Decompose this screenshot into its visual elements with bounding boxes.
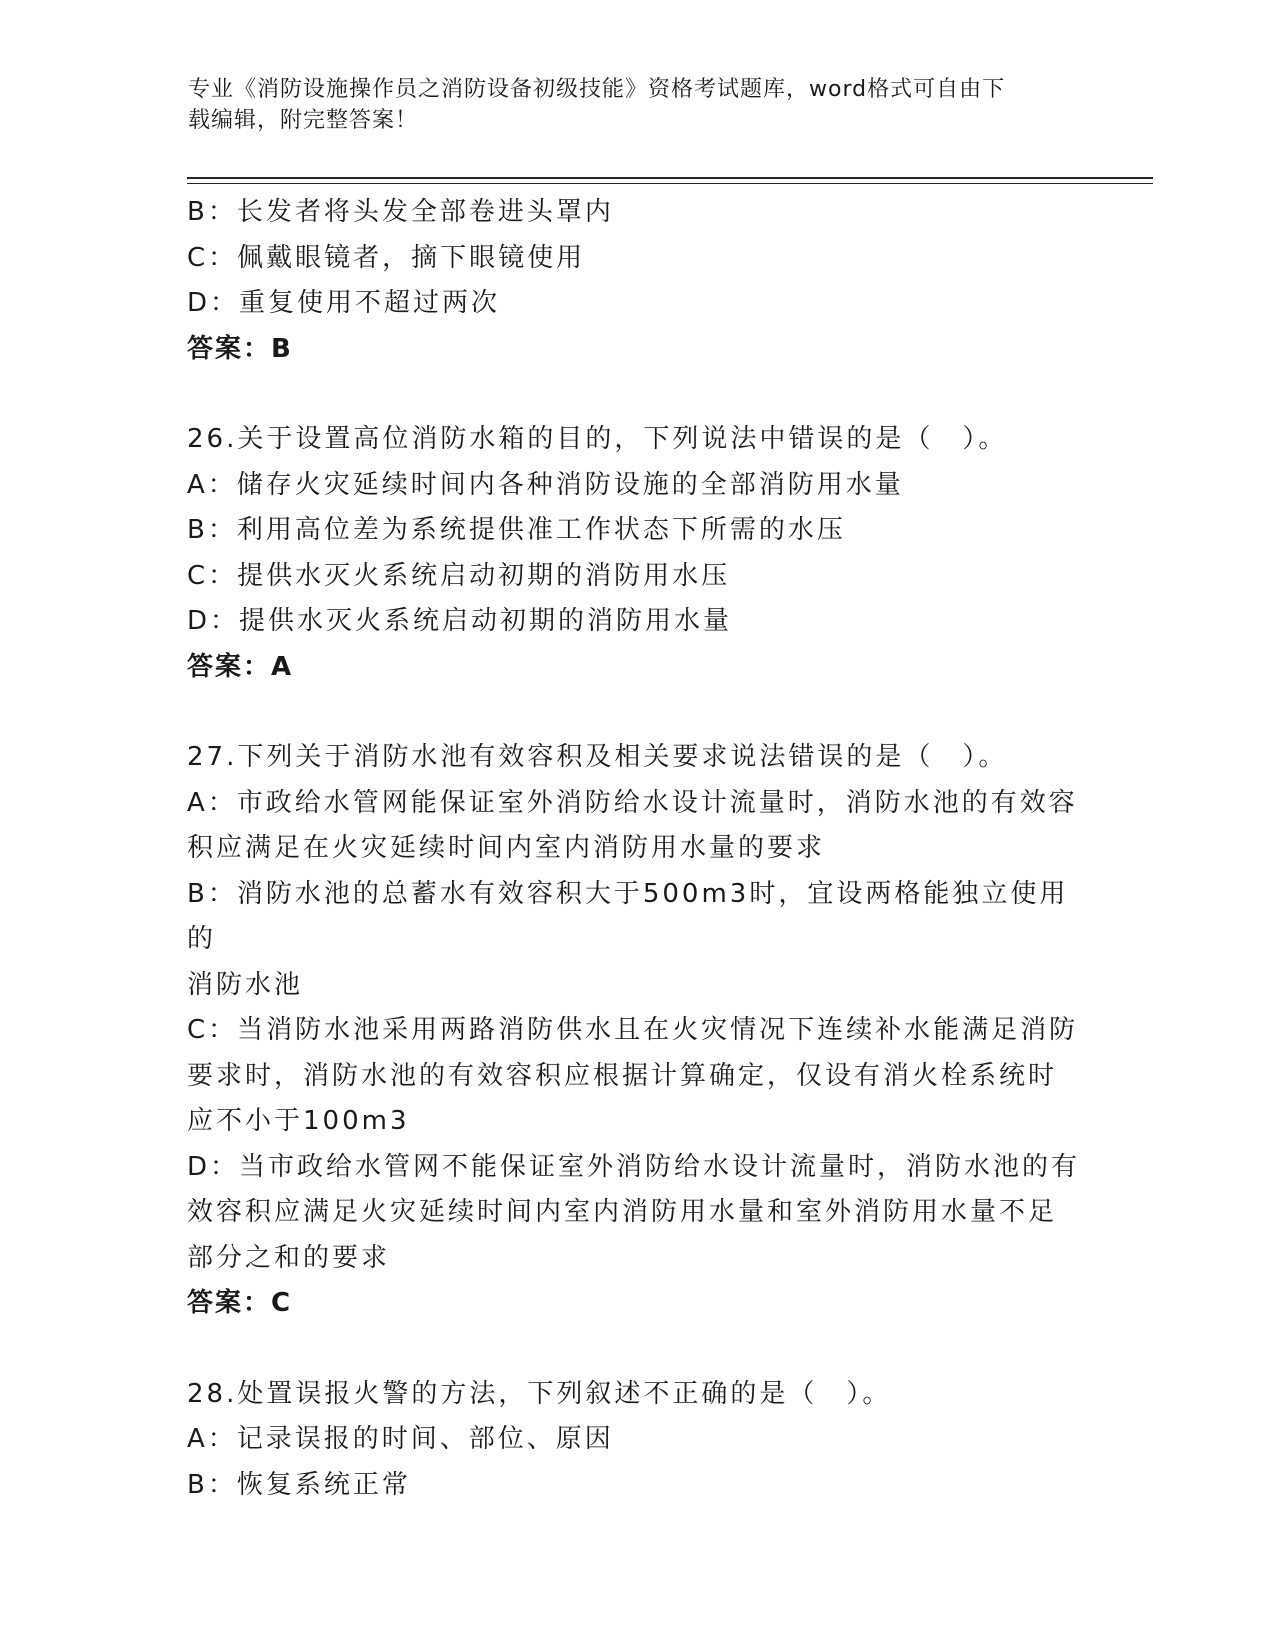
answer-line: 答案：A <box>187 651 294 682</box>
question-block <box>187 735 1087 1327</box>
question-text-line: 部分之和的要求 <box>187 1242 391 1273</box>
question-block <box>187 1372 1087 1509</box>
question-text-line: C：提供水灭火系统启动初期的消防用水压 <box>187 560 731 591</box>
question-text-line: 积应满足在火灾延续时间内室内消防用水量的要求 <box>187 833 826 863</box>
question-text-line: C：佩戴眼镜者，摘下眼镜使用 <box>187 242 586 273</box>
question-text-line: B：长发者将头发全部卷进头罩内 <box>187 197 614 227</box>
question-text-line: A：记录误报的时间、部位、原因 <box>187 1424 614 1454</box>
question-text-line: 效容积应满足火灾延续时间内室内消防用水量和室外消防用水量不足 <box>187 1197 1058 1227</box>
question-block <box>187 417 1087 690</box>
question-text-line: 26.关于设置高位消防水箱的目的，下列说法中错误的是（ ）。 <box>187 424 1008 454</box>
question-text-line: 27.下列关于消防水池有效容积及相关要求说法错误的是（ ）。 <box>187 742 1008 772</box>
header-divider-thick <box>187 177 1153 179</box>
header-line-2: 载编辑，附完整答案！ <box>188 108 419 133</box>
question-text-line: D：重复使用不超过两次 <box>187 288 501 318</box>
question-text-line: 要求时，消防水池的有效容积应根据计算确定，仅设有消火栓系统时 <box>187 1060 1058 1091</box>
question-text-line: B：恢复系统正常 <box>187 1469 411 1500</box>
document-header <box>188 74 1068 136</box>
question-text-line: C：当消防水池采用两路消防供水且在火灾情况下连续补水能满足消防 <box>187 1015 1079 1045</box>
header-divider-thin <box>187 183 1153 184</box>
question-text-line: D：当市政给水管网不能保证室外消防给水设计流量时，消防水池的有 <box>187 1151 1081 1182</box>
question-text-line: 应不小于100m3 <box>187 1106 410 1136</box>
header-line-1: 专业《消防设施操作员之消防设备初级技能》资格考试题库，word格式可自由下 <box>188 77 1006 102</box>
question-text-line: B：利用高位差为系统提供准工作状态下所需的水压 <box>187 515 846 545</box>
question-text-line: 28.处置误报火警的方法，下列叙述不正确的是（ ）。 <box>187 1378 892 1409</box>
question-text-line: D：提供水灭火系统启动初期的消防用水量 <box>187 606 733 636</box>
block-spacer <box>187 690 1087 735</box>
answer-line: 答案：C <box>187 1288 293 1318</box>
question-text-line: B：消防水池的总蓄水有效容积大于500m3时，宜设两格能独立使用的 <box>187 878 1069 954</box>
question-text-line: A：市政给水管网能保证室外消防给水设计流量时，消防水池的有效容 <box>187 787 1078 818</box>
block-spacer <box>187 372 1087 417</box>
question-block <box>187 190 1087 372</box>
block-spacer <box>187 1327 1087 1372</box>
question-text-line: A：储存火灾延续时间内各种消防设施的全部消防用水量 <box>187 469 904 500</box>
question-list <box>187 190 1087 1508</box>
answer-line: 答案：B <box>187 333 293 364</box>
question-text-line: 消防水池 <box>187 969 304 1000</box>
